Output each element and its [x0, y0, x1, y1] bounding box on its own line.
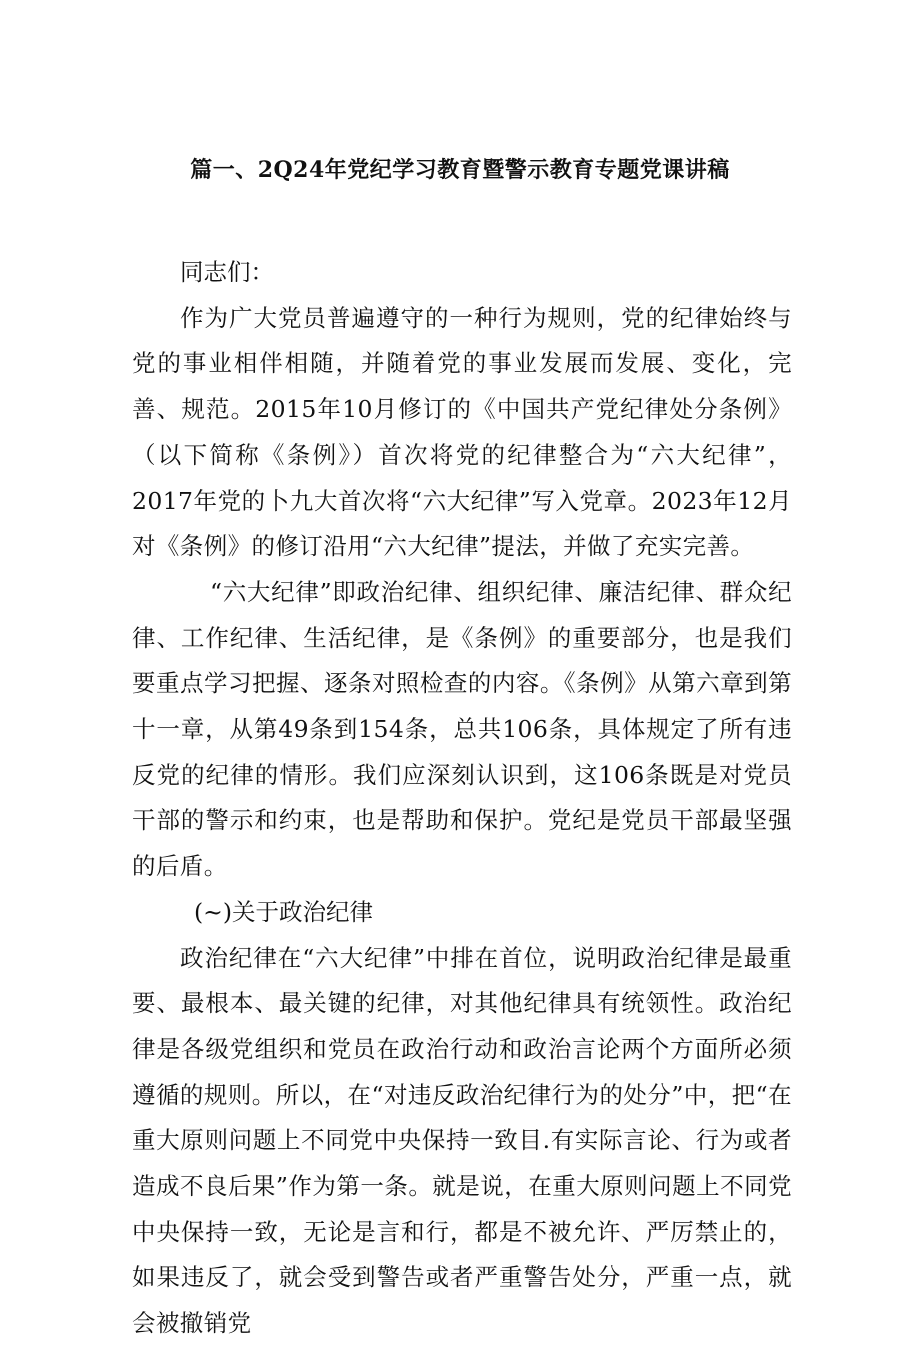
document-title: 篇一、2Q24年党纪学习教育暨警示教育专题党课讲稿	[190, 157, 730, 183]
paragraph-six-disciplines: “六大纪律”即政治纪律、组织纪律、廉洁纪律、群众纪律、工作纪律、生活纪律，是《条例》的重要部分，也是我们要重点学习把握、逐条对照检查的内容。《条例》从第六章到第十一章，从第49条到154条，总共106条，具体规定了所有违反党的纪律的情形。我们应深刻认识到，这106条既是对党员干部的警示和约束，也是帮助和保护。党纪是党员干部最坚强的后盾。	[132, 577, 792, 881]
salutation: 同志们：	[180, 258, 274, 286]
document-body	[132, 250, 792, 1347]
paragraph-discipline-history: 作为广大党员普遍遵守的一种行为规则，党的纪律始终与党的事业相伴相随，并随着党的事业发展而发展、变化，完善、规范。2015年10月修订的《中国共产党纪律处分条例》（以下简称《条例》）首次将党的纪律整合为“六大纪律”，2017年党的卜九大首次将“六大纪律”写入党章。2023年12月对《条例》的修订沿用“六大纪律”提法，并做了充实完善。	[132, 303, 792, 561]
section-heading-political-discipline: (~)关于政治纪律	[194, 897, 374, 926]
paragraph-political-discipline: 政治纪律在“六大纪律”中排在首位，说明政治纪律是最重要、最根本、最关键的纪律，对其他纪律具有统领性。政治纪律是各级党组织和党员在政治行动和政治言论两个方面所必须遵循的规则。所以，在“对违反政治纪律行为的处分”中，把“在重大原则问题上不同党中央保持一致目.有实际言论、行为或者造成不良后果”作为第一条。就是说，在重大原则问题上不同党中央保持一致，无论是言和行，都是不被允许、严厉禁止的，如果违反了，就会受到警告或者严重警告处分，严重一点，就会被撤销党	[132, 943, 792, 1338]
